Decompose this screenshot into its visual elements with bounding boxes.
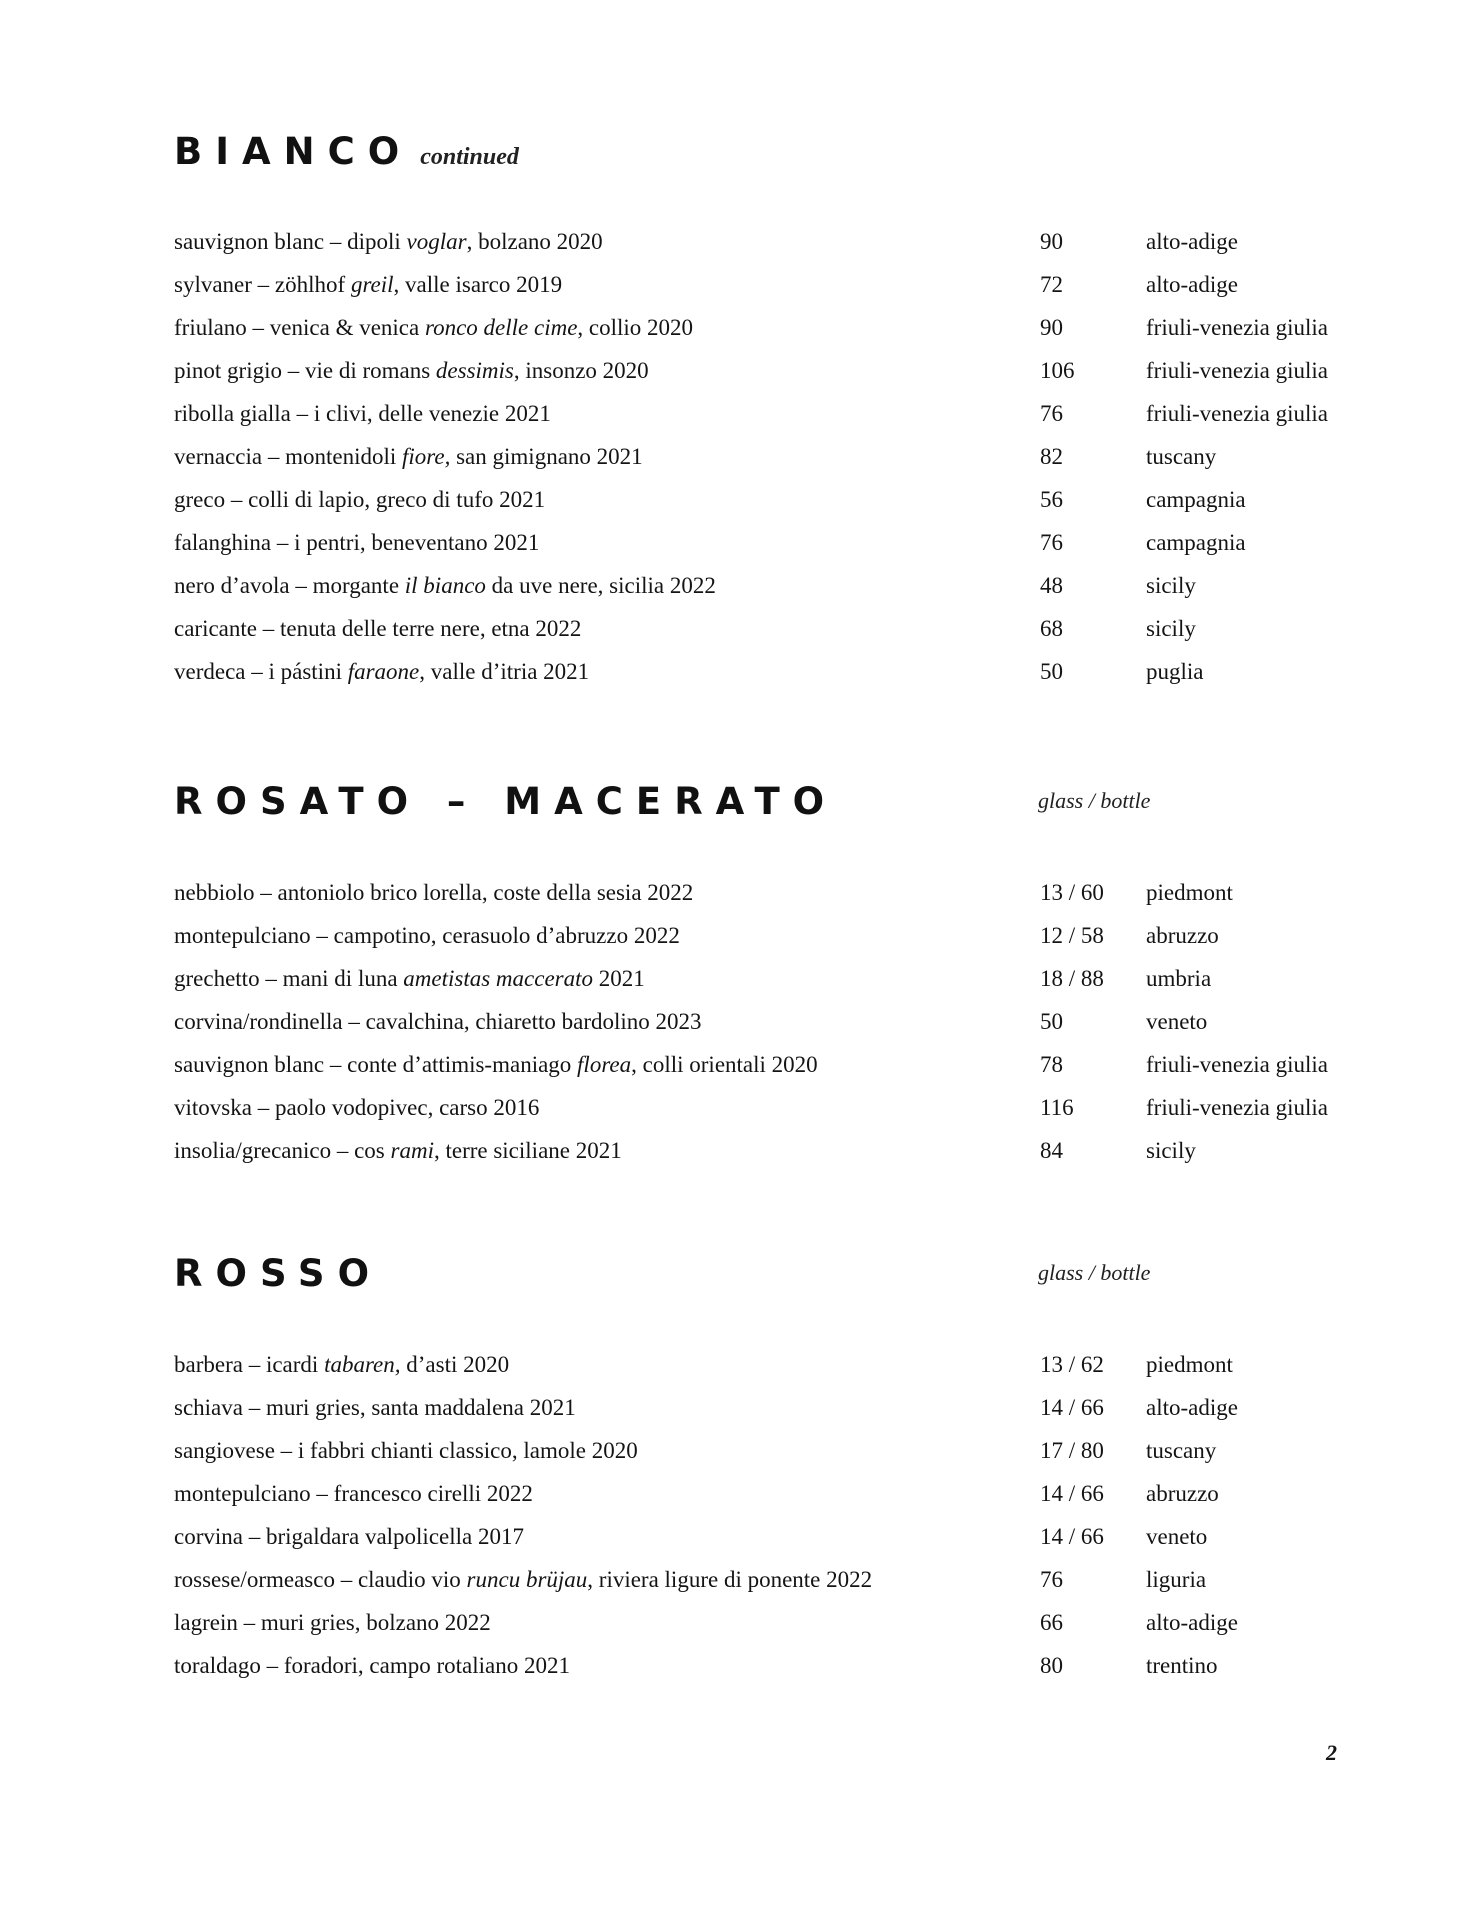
wine-text: verdeca – i pástini: [174, 659, 348, 684]
wine-row: [0, 394, 1484, 434]
wine-price: 13 / 62: [1040, 1352, 1104, 1377]
wine-text: greco – colli di lapio, greco di tufo 2021: [174, 487, 546, 512]
wine-name: [174, 959, 645, 999]
wine-row: [0, 1474, 1484, 1514]
wine-text: , insonzo 2020: [513, 358, 649, 383]
wine-text: d’asti 2020: [400, 1352, 510, 1377]
wine-name: [174, 1646, 570, 1686]
page-number: 2: [1326, 1740, 1337, 1765]
wine-name: [174, 1474, 533, 1514]
wine-region: trentino: [1146, 1653, 1218, 1678]
wine-region: friuli-venezia giulia: [1146, 1095, 1329, 1120]
wine-text: lagrein – muri gries, bolzano 2022: [174, 1610, 491, 1635]
wine-price: 76: [1040, 1567, 1063, 1592]
wine-row: [0, 873, 1484, 913]
wine-row: [0, 1603, 1484, 1643]
wine-name: [174, 566, 716, 606]
wine-name: [174, 1388, 576, 1428]
wine-price: 82: [1040, 444, 1063, 469]
wine-price: 76: [1040, 530, 1063, 555]
wine-name: [174, 1431, 638, 1471]
cuvee-name: ronco delle cime: [424, 315, 578, 340]
wine-row: [0, 1131, 1484, 1171]
wine-row: [0, 1002, 1484, 1042]
wine-text: vernaccia – montenidoli: [174, 444, 403, 469]
section-title: ROSATO – MACERATO: [174, 780, 838, 823]
glass-bottle-label: glass / bottle: [1038, 1260, 1151, 1285]
wine-name: [174, 1045, 818, 1085]
wine-text: , bolzano 2020: [466, 229, 603, 254]
wine-region: campagnia: [1146, 530, 1246, 555]
wine-region: friuli-venezia giulia: [1146, 315, 1329, 340]
wine-price: 48: [1040, 573, 1063, 598]
wine-text: san gimignano 2021: [450, 444, 643, 469]
wine-region: veneto: [1146, 1524, 1208, 1549]
wine-text: sangiovese – i fabbri chianti classico, lamole 2020: [174, 1438, 638, 1463]
wine-text: ribolla gialla – i clivi, delle venezie 2021: [174, 401, 551, 426]
wine-region: campagnia: [1146, 487, 1246, 512]
wine-row: [0, 609, 1484, 649]
wine-text: montepulciano – francesco cirelli 2022: [174, 1481, 533, 1506]
wine-text: , collio 2020: [577, 315, 694, 340]
wine-name: [174, 1603, 491, 1643]
wine-price: 17 / 80: [1040, 1438, 1104, 1463]
wine-text: corvina – brigaldara valpolicella 2017: [174, 1524, 524, 1549]
wine-price: 68: [1040, 616, 1063, 641]
wine-text: rossese/ormeasco – claudio vio: [174, 1567, 467, 1592]
wine-region: piedmont: [1146, 880, 1233, 905]
section-heading: [174, 130, 519, 173]
wine-price: 12 / 58: [1040, 923, 1104, 948]
cuvee-name: faraone: [347, 659, 420, 684]
wine-name: [174, 916, 680, 956]
wine-name: [174, 480, 545, 520]
wine-name: [174, 523, 539, 563]
wine-row: [0, 1045, 1484, 1085]
wine-text: , terre siciliane 2021: [433, 1138, 622, 1163]
wine-price: 72: [1040, 272, 1063, 297]
wine-price: 50: [1040, 659, 1063, 684]
wine-region: veneto: [1146, 1009, 1208, 1034]
wine-price: 90: [1040, 315, 1063, 340]
wine-row: [0, 1345, 1484, 1385]
wine-row: [0, 1388, 1484, 1428]
wine-region: abruzzo: [1146, 1481, 1219, 1506]
wine-price: 14 / 66: [1040, 1524, 1104, 1549]
cuvee-name: ametistas maccerato: [403, 966, 594, 991]
wine-price: 106: [1040, 358, 1075, 383]
wine-price: 14 / 66: [1040, 1395, 1104, 1420]
wine-region: sicily: [1146, 616, 1196, 641]
wine-region: puglia: [1146, 659, 1204, 684]
wine-row: [0, 1646, 1484, 1686]
cuvee-name: il bianco: [404, 573, 486, 598]
wine-text: montepulciano – campotino, cerasuolo d’abruzzo 2022: [174, 923, 680, 948]
wine-price: 13 / 60: [1040, 880, 1104, 905]
wine-name: [174, 1517, 524, 1557]
wine-price: 56: [1040, 487, 1063, 512]
cuvee-name: greil: [350, 272, 394, 297]
wine-text: corvina/rondinella – cavalchina, chiaretto bardolino 2023: [174, 1009, 702, 1034]
wine-region: alto-adige: [1146, 1395, 1238, 1420]
section-heading: [174, 1252, 382, 1295]
wine-row: [0, 652, 1484, 692]
wine-price: 76: [1040, 401, 1063, 426]
wine-text: , valle isarco 2019: [393, 272, 563, 297]
wine-region: friuli-venezia giulia: [1146, 358, 1329, 383]
wine-text: , colli orientali 2020: [631, 1052, 818, 1077]
wine-row: [0, 1431, 1484, 1471]
wine-text: falanghina – i pentri, beneventano 2021: [174, 530, 540, 555]
wine-text: friulano – venica & venica: [174, 315, 425, 340]
wine-name: [174, 652, 589, 692]
wine-text: vitovska – paolo vodopivec, carso 2016: [174, 1095, 540, 1120]
wine-name: [174, 1560, 872, 1600]
cuvee-name: florea: [577, 1052, 632, 1077]
wine-price: 90: [1040, 229, 1063, 254]
wine-region: friuli-venezia giulia: [1146, 401, 1329, 426]
wine-region: alto-adige: [1146, 272, 1238, 297]
wine-text: schiava – muri gries, santa maddalena 2021: [174, 1395, 576, 1420]
wine-region: tuscany: [1146, 444, 1217, 469]
wine-text: pinot grigio – vie di romans: [174, 358, 436, 383]
wine-region: sicily: [1146, 1138, 1196, 1163]
wine-row: [0, 959, 1484, 999]
wine-text: barbera – icardi: [174, 1352, 325, 1377]
section-subtitle: continued: [420, 144, 519, 170]
wine-region: sicily: [1146, 573, 1196, 598]
wine-name: [174, 394, 551, 434]
cuvee-name: tabaren,: [324, 1352, 401, 1377]
wine-name: [174, 265, 562, 305]
wine-row: [0, 480, 1484, 520]
wine-row: [0, 916, 1484, 956]
wine-row: [0, 1088, 1484, 1128]
wine-price: 78: [1040, 1052, 1063, 1077]
wine-region: alto-adige: [1146, 1610, 1238, 1635]
wine-price: 18 / 88: [1040, 966, 1104, 991]
wine-name: [174, 308, 693, 348]
wine-name: [174, 1131, 622, 1171]
wine-price: 84: [1040, 1138, 1063, 1163]
glass-bottle-label: glass / bottle: [1038, 788, 1151, 813]
wine-text: , valle d’itria 2021: [419, 659, 590, 684]
wine-region: alto-adige: [1146, 229, 1238, 254]
wine-name: [174, 873, 693, 913]
wine-text: grechetto – mani di luna: [174, 966, 404, 991]
wine-text: sauvignon blanc – conte d’attimis-maniago: [174, 1052, 578, 1077]
wine-row: [0, 1517, 1484, 1557]
cuvee-name: rami: [390, 1138, 434, 1163]
wine-text: toraldago – foradori, campo rotaliano 2021: [174, 1653, 570, 1678]
wine-name: [174, 609, 581, 649]
wine-row: [0, 222, 1484, 262]
cuvee-name: dessimis: [435, 358, 514, 383]
wine-region: friuli-venezia giulia: [1146, 1052, 1329, 1077]
wine-text: 2021: [593, 966, 645, 991]
wine-region: abruzzo: [1146, 923, 1219, 948]
wine-text: sylvaner – zöhlhof: [174, 272, 351, 297]
wine-price: 80: [1040, 1653, 1063, 1678]
wine-row: [0, 308, 1484, 348]
wine-text: sauvignon blanc – dipoli: [174, 229, 407, 254]
wine-row: [0, 265, 1484, 305]
wine-row: [0, 566, 1484, 606]
wine-text: caricante – tenuta delle terre nere, etna 2022: [174, 616, 582, 641]
wine-price: 66: [1040, 1610, 1063, 1635]
wine-row: [0, 437, 1484, 477]
wine-name: [174, 1345, 509, 1385]
wine-name: [174, 437, 643, 477]
wine-region: liguria: [1146, 1567, 1207, 1592]
wine-text: insolia/grecanico – cos: [174, 1138, 391, 1163]
wine-price: 116: [1040, 1095, 1074, 1120]
wine-row: [0, 1560, 1484, 1600]
wine-text: da uve nere, sicilia 2022: [485, 573, 716, 598]
wine-name: [174, 1088, 539, 1128]
wine-name: [174, 222, 603, 262]
section-title: BIANCO: [174, 130, 413, 173]
wine-text: nebbiolo – antoniolo brico lorella, coste della sesia 2022: [174, 880, 694, 905]
wine-text: nero d’avola – morgante: [174, 573, 405, 598]
section-title: ROSSO: [174, 1252, 383, 1295]
wine-region: tuscany: [1146, 1438, 1217, 1463]
section-heading: [174, 780, 837, 823]
wine-price: 50: [1040, 1009, 1063, 1034]
cuvee-name: fiore,: [402, 444, 451, 469]
wine-name: [174, 1002, 702, 1042]
wine-row: [0, 351, 1484, 391]
wine-price: 14 / 66: [1040, 1481, 1104, 1506]
wine-region: piedmont: [1146, 1352, 1233, 1377]
cuvee-name: voglar: [406, 229, 467, 254]
wine-row: [0, 523, 1484, 563]
wine-region: umbria: [1146, 966, 1212, 991]
cuvee-name: runcu brüjau: [466, 1567, 588, 1592]
wine-text: , riviera ligure di ponente 2022: [587, 1567, 873, 1592]
wine-name: [174, 351, 649, 391]
